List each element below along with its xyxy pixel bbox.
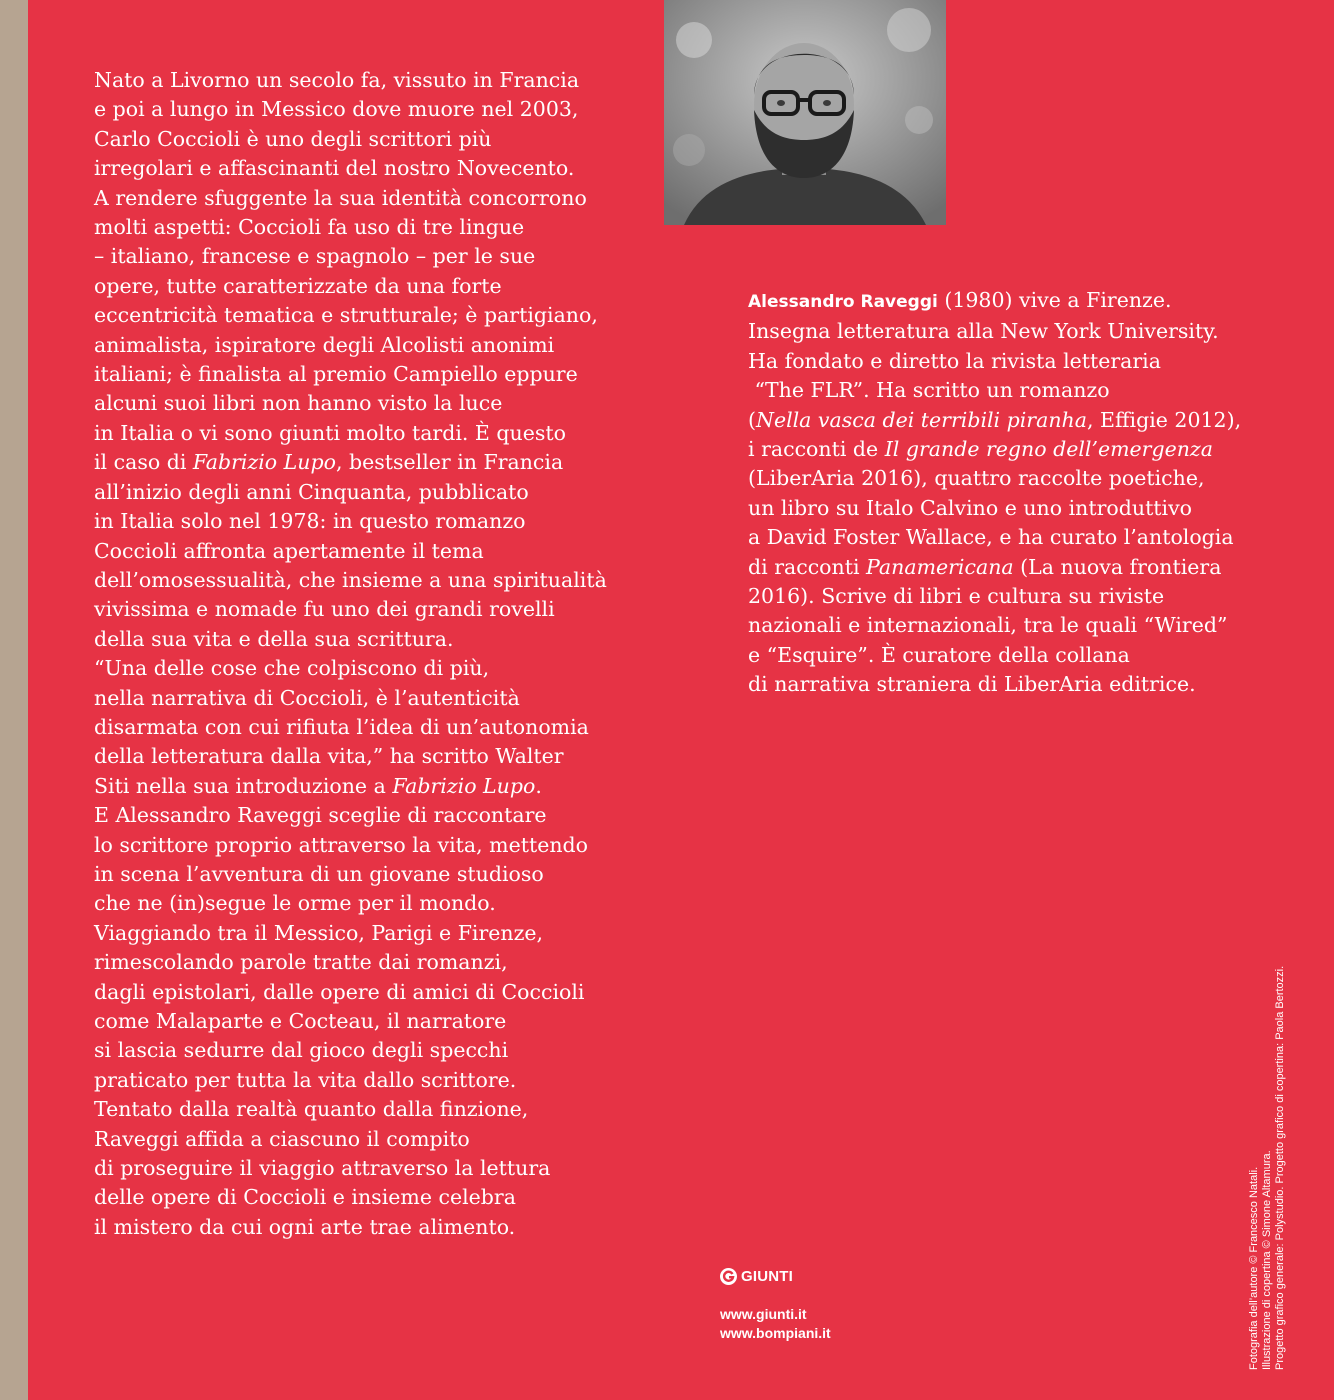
blurb-line: rimescolando parole tratte dai romanzi, [94, 950, 508, 975]
blurb-line: dell’omosessualità, che insieme a una spiritualità [94, 567, 607, 592]
bio-line: “The FLR”. Ha scritto un romanzo [748, 378, 1110, 403]
publisher-logo-text: GIUNTI [741, 1268, 794, 1285]
blurb-line: lo scrittore proprio attraverso la vita, mettendo [94, 832, 589, 857]
blurb-line: disarmata con cui rifiuta l’idea di un’autonomia [94, 714, 589, 739]
bio-line: a David Foster Wallace, e ha curato l’antologia [748, 525, 1234, 550]
blurb-line: si lascia sedurre dal gioco degli specchi [94, 1038, 509, 1063]
blurb-line: in Italia o vi sono giunti molto tardi. È questo [94, 420, 566, 445]
book-title-italic: Fabrizio Lupo [392, 773, 536, 798]
bio-text: di racconti [748, 554, 867, 579]
blurb-line: animalista, ispiratore degli Alcolisti anonimi [94, 332, 555, 357]
blurb-line: in Italia solo nel 1978: in questo romanzo [94, 509, 526, 534]
bio-line: nazionali e internazionali, tra le quali “Wired” [748, 613, 1228, 638]
author-photo [664, 0, 946, 225]
credit-line: Progetto grafico generale: Polystudio. Progetto grafico di copertina: Paola Bertozzi. [1274, 965, 1286, 1370]
blurb-line: “Una delle cose che colpiscono di più, [94, 656, 490, 681]
bio-line: Ha fondato e diretto la rivista letteraria [748, 348, 1161, 373]
book-title-italic: Panamericana [866, 554, 1014, 579]
blurb-line: dagli epistolari, dalle opere di amici di Coccioli [94, 979, 585, 1004]
blurb-line: della sua vita e della sua scrittura. [94, 626, 454, 651]
author-bio [748, 286, 1308, 700]
bio-line: (LiberAria 2016), quattro raccolte poetiche, [748, 466, 1205, 491]
blurb-line: della letteratura dalla vita,” ha scritto Walter [94, 744, 564, 769]
blurb-line: irregolari e affascinanti del nostro Novecento. [94, 156, 575, 181]
publisher-url: www.bompiani.it [720, 1325, 831, 1341]
blurb-line: Carlo Coccioli è uno degli scrittori più [94, 126, 492, 151]
bio-text: (La nuova frontiera [1013, 554, 1222, 579]
blurb-line: molti aspetti: Coccioli fa uso di tre lingue [94, 215, 525, 240]
book-spine-edge [0, 0, 28, 1400]
blurb-line: A rendere sfuggente la sua identità concorrono [94, 185, 587, 210]
blurb-line: di proseguire il viaggio attraverso la lettura [94, 1156, 551, 1181]
blurb-line: Nato a Livorno un secolo fa, vissuto in Francia [94, 68, 580, 92]
bio-line [748, 553, 1308, 582]
blurb-line: eccentricità tematica e strutturale; è partigiano, [94, 303, 598, 328]
bio-line: e “Esquire”. È curatore della collana [748, 642, 1130, 667]
author-name: Alessandro Raveggi [748, 292, 938, 312]
publisher-url: www.giunti.it [720, 1306, 807, 1322]
blurb-text: il caso di [94, 450, 193, 475]
blurb-line: Viaggiando tra il Messico, Parigi e Firenze, [94, 920, 544, 945]
blurb-line: praticato per tutta la vita dallo scrittore. [94, 1067, 517, 1092]
bio-text: ( [748, 407, 756, 432]
credit-line: Fotografia dell’autore © Francesco Natali. [1248, 1166, 1260, 1370]
blurb-line: in scena l’avventura di un giovane studioso [94, 861, 544, 886]
blurb-text: , bestseller in Francia [335, 450, 564, 475]
blurb-line: Tentato dalla realtà quanto dalla finzione, [94, 1097, 529, 1122]
bio-line: 2016). Scrive di libri e cultura su riviste [748, 584, 1165, 609]
blurb-line: che ne (in)segue le orme per il mondo. [94, 891, 496, 916]
blurb-line [94, 772, 594, 801]
publisher-logo [720, 1268, 831, 1285]
blurb-line: delle opere di Coccioli e insieme celebra [94, 1185, 516, 1210]
blurb-line: Coccioli affronta apertamente il tema [94, 538, 484, 563]
blurb-line: opere, tutte caratterizzate da una forte [94, 273, 502, 298]
credit-line: Illustrazione di copertina © Simone Altamura. [1261, 1150, 1273, 1370]
bio-line: di narrativa straniera di LiberAria editrice. [748, 672, 1196, 697]
blurb-line: vivissima e nomade fu uno dei grandi rovelli [94, 597, 555, 622]
bio-line: Insegna letteratura alla New York University. [748, 319, 1219, 344]
blurb-line: nella narrativa di Coccioli, è l’autenticità [94, 685, 520, 710]
blurb-line: – italiano, francese e spagnolo – per le sue [94, 244, 536, 269]
bio-line [748, 406, 1308, 435]
bio-text: (1980) vive a Firenze. [937, 288, 1172, 312]
giunti-g-icon [720, 1268, 737, 1285]
back-cover-blurb [94, 66, 607, 1242]
blurb-line: E Alessandro Raveggi sceglie di raccontare [94, 803, 547, 828]
bio-line [748, 286, 1308, 317]
blurb-line: come Malaparte e Cocteau, il narratore [94, 1009, 507, 1033]
blurb-text: . [535, 773, 542, 798]
book-title-italic: Fabrizio Lupo [192, 450, 336, 475]
image-credits [1248, 966, 1287, 1370]
blurb-text: Siti nella sua introduzione a [94, 773, 393, 798]
blurb-line [94, 448, 594, 477]
book-title-italic: Nella vasca dei terribili piranha [756, 407, 1087, 432]
bio-text: , Effigie 2012), [1086, 407, 1242, 432]
blurb-line: e poi a lungo in Messico dove muore nel 2003, [94, 97, 579, 122]
bio-text: i racconti de [748, 437, 885, 462]
book-title-italic: Il grande regno dell’emergenza [884, 437, 1213, 462]
blurb-line: Raveggi affida a ciascuno il compito [94, 1126, 470, 1151]
blurb-line: italiani; è finalista al premio Campiello eppure [94, 362, 578, 387]
blurb-line: il mistero da cui ogni arte trae alimento. [94, 1214, 516, 1239]
blurb-line: all’inizio degli anni Cinquanta, pubblicato [94, 479, 529, 504]
bio-line: un libro su Italo Calvino e uno introduttivo [748, 495, 1193, 520]
bio-line [748, 435, 1308, 464]
publisher-block [720, 1268, 831, 1343]
blurb-line: alcuni suoi libri non hanno visto la luce [94, 391, 503, 416]
